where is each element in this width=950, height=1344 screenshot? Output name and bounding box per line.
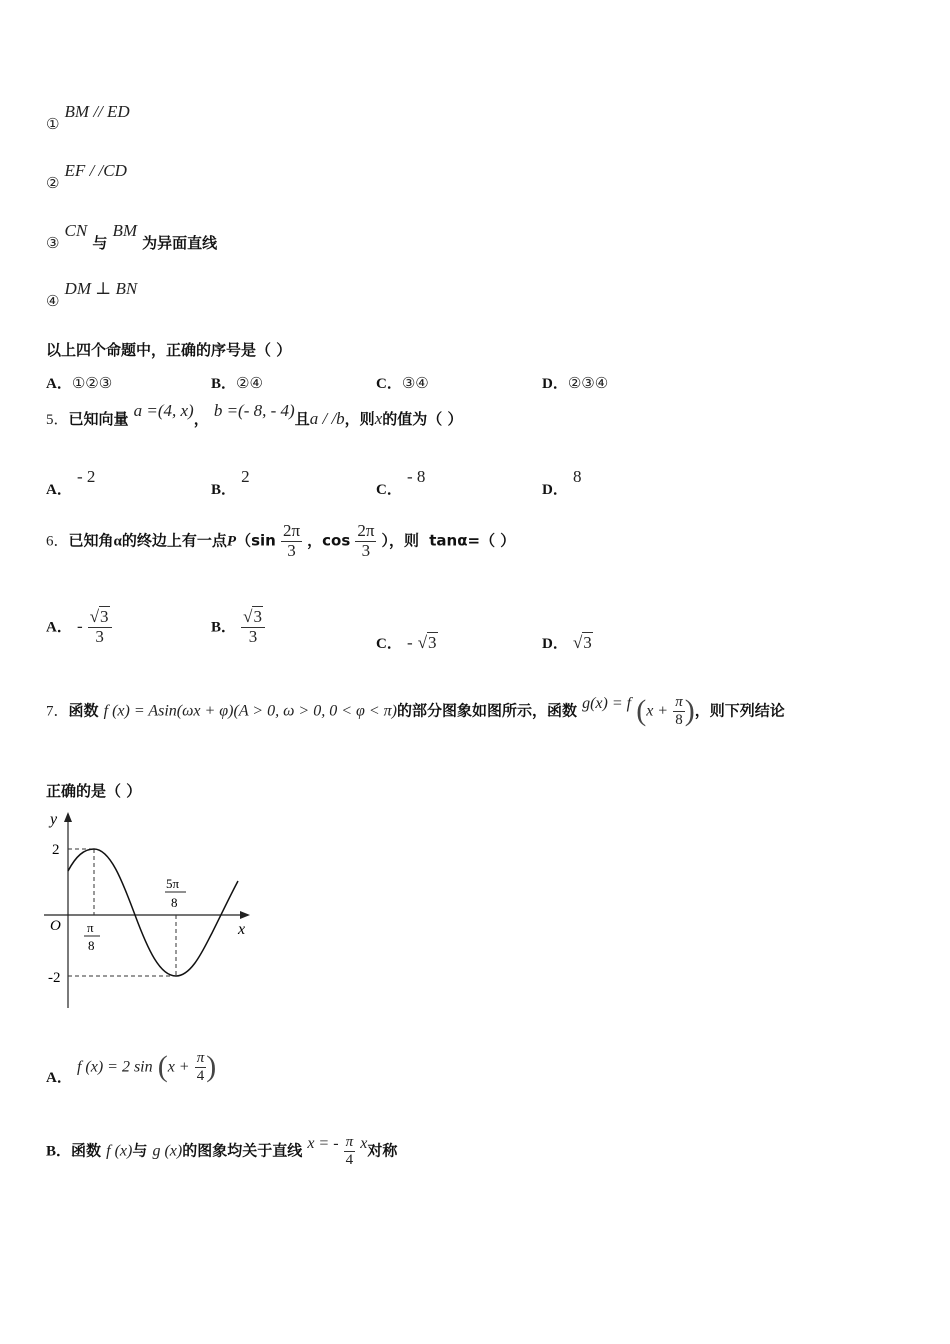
prop-3-expr-bm: BM bbox=[112, 221, 137, 240]
q5-text-2: 且 bbox=[294, 410, 310, 428]
q7-f-expr: f (x) = Asin(ωx + φ)(A > 0, ω > 0, 0 < φ < π) bbox=[103, 702, 397, 720]
q7-graph bbox=[38, 808, 258, 1014]
option-label: B． bbox=[46, 1143, 72, 1160]
q5-parallel: a / /b bbox=[309, 409, 345, 428]
q7-g-lhs: g(x) = f bbox=[582, 694, 632, 712]
q5-number: 5． bbox=[46, 412, 69, 428]
option-label: A． bbox=[46, 1069, 72, 1086]
prop-3-expr-cn: CN bbox=[64, 221, 88, 240]
marker-4: ④ bbox=[46, 292, 60, 310]
marker-1: ① bbox=[46, 115, 60, 133]
option-b-f: f (x) bbox=[106, 1142, 133, 1160]
option-label: C． bbox=[376, 376, 402, 392]
q6-option-a[interactable] bbox=[46, 608, 112, 646]
option-b-text-2: 与 bbox=[132, 1141, 148, 1160]
frac-num: π bbox=[675, 694, 683, 710]
frac-den: 3 bbox=[248, 626, 258, 646]
frac-den: 4 bbox=[345, 1151, 354, 1168]
prop-1-expr: BM // ED bbox=[64, 102, 130, 121]
proposition-2 bbox=[46, 161, 127, 192]
q7-text-3: ，则下列结论 bbox=[694, 701, 785, 720]
q5-x: x bbox=[374, 409, 383, 428]
graph-ymax-label: 2 bbox=[52, 842, 60, 858]
q5-text-4: 的值为（ ） bbox=[382, 410, 463, 428]
graph-x1-num: π bbox=[87, 920, 94, 935]
graph-ymin-label: -2 bbox=[48, 970, 61, 986]
q6-frac-sin bbox=[281, 522, 302, 560]
option-label: D． bbox=[542, 376, 568, 392]
q7-stem bbox=[46, 694, 785, 728]
q5-option-a[interactable] bbox=[46, 466, 96, 498]
marker-3: ③ bbox=[46, 234, 60, 252]
option-label: C． bbox=[376, 482, 402, 498]
option-label: B． bbox=[211, 482, 237, 498]
frac-den: 8 bbox=[675, 711, 683, 728]
option-text: ②③④ bbox=[567, 374, 609, 392]
q5-sep: ， bbox=[193, 410, 209, 428]
graph-y-label: y bbox=[50, 811, 58, 828]
prop-4-expr: DM ⊥ BN bbox=[64, 279, 138, 298]
option-b-text-3: 的图象均关于直线 bbox=[182, 1141, 303, 1160]
option-label: B． bbox=[211, 619, 237, 636]
q6-alpha: α bbox=[113, 533, 122, 550]
q7-text-2: 的部分图象如图所示，函数 bbox=[396, 701, 577, 720]
x-axis-arrow bbox=[240, 911, 250, 919]
q6-point-p: P bbox=[226, 533, 237, 550]
prop-3-text: 为异面直线 bbox=[142, 234, 218, 252]
q5-option-b[interactable] bbox=[211, 466, 250, 498]
q6-stem bbox=[46, 522, 515, 560]
option-label: A． bbox=[46, 482, 72, 498]
graph-origin-label: O bbox=[50, 918, 61, 934]
q5-vector-a: a =(4, x) bbox=[133, 401, 194, 420]
option-value: - 2 bbox=[76, 467, 96, 486]
frac-num: π bbox=[196, 1050, 205, 1066]
q6-frac-cos bbox=[355, 522, 376, 560]
sqrt-radicand: 3 bbox=[583, 633, 592, 652]
marker-2: ② bbox=[46, 174, 60, 192]
q6-option-b[interactable] bbox=[211, 608, 265, 646]
y-axis-arrow bbox=[64, 812, 72, 822]
q5-text-1: 已知向量 bbox=[68, 410, 129, 428]
paren-right: ) bbox=[206, 1050, 217, 1083]
frac-num: 2π bbox=[357, 521, 375, 540]
q5-stem bbox=[46, 401, 463, 429]
option-a-arg: x + bbox=[167, 1058, 190, 1076]
frac-den: 4 bbox=[196, 1067, 205, 1084]
option-text: ①②③ bbox=[71, 374, 113, 392]
option-a-frac bbox=[195, 1050, 207, 1084]
q4-option-c[interactable] bbox=[376, 372, 429, 393]
q4-option-d[interactable] bbox=[542, 372, 608, 393]
q4-option-a[interactable] bbox=[46, 372, 112, 393]
paren-left: ( bbox=[157, 1050, 168, 1083]
option-b-text-1: 函数 bbox=[71, 1141, 102, 1160]
option-value: 8 bbox=[572, 467, 582, 486]
option-label: A． bbox=[46, 619, 72, 636]
option-text: ②④ bbox=[236, 374, 263, 392]
option-label: D． bbox=[542, 636, 568, 652]
proposition-4 bbox=[46, 279, 138, 310]
q5-option-d[interactable] bbox=[542, 466, 582, 498]
option-value: - 8 bbox=[406, 467, 426, 486]
option-text: ③④ bbox=[401, 374, 429, 392]
option-a-lhs: f (x) = 2 sin bbox=[76, 1058, 153, 1076]
sqrt-radicand: 3 bbox=[428, 633, 437, 652]
q7-paren-right: ) bbox=[684, 694, 695, 727]
frac-den: 3 bbox=[95, 626, 104, 646]
option-sign: - bbox=[76, 616, 83, 636]
q5-text-3: ，则 bbox=[344, 410, 375, 428]
q7-number: 7． bbox=[46, 703, 69, 720]
q6-option-c[interactable]: C． - √3 bbox=[376, 633, 437, 652]
frac-num: π bbox=[345, 1134, 354, 1150]
q6-text-4: tanα=（ ） bbox=[429, 531, 516, 550]
option-label: C． bbox=[376, 636, 402, 652]
frac-num: 2π bbox=[282, 521, 301, 540]
frac-den: 3 bbox=[361, 540, 371, 560]
option-b-frac bbox=[344, 1134, 356, 1168]
q6-sin: （sin bbox=[236, 531, 276, 550]
option-b-text-4: 对称 bbox=[367, 1141, 398, 1160]
q6-text-1: 已知角 bbox=[68, 531, 114, 550]
graph-x1-den: 8 bbox=[88, 938, 95, 953]
option-b-lhs: x = - bbox=[307, 1134, 339, 1152]
q4-option-b[interactable] bbox=[211, 372, 263, 393]
sqrt-radicand: 3 bbox=[100, 607, 109, 626]
q6-option-d[interactable]: D． √3 bbox=[542, 633, 592, 652]
q4-stem: 以上四个命题中，正确的序号是（ ） bbox=[46, 341, 292, 359]
proposition-3 bbox=[46, 220, 218, 252]
graph-x-label: x bbox=[238, 921, 246, 938]
q7-text-1: 函数 bbox=[68, 701, 99, 720]
option-frac: $\frac{√3}{3}$ bbox=[88, 608, 112, 646]
q6-text-2: 的终边上有一点 bbox=[121, 531, 227, 550]
q7-option-b[interactable] bbox=[46, 1134, 397, 1168]
option-b-x: x bbox=[360, 1134, 368, 1152]
q6-cos: ，cos bbox=[307, 531, 351, 550]
option-value: 2 bbox=[241, 467, 250, 486]
graph-x2-num: 5π bbox=[166, 876, 180, 891]
q7-g-frac bbox=[673, 694, 685, 728]
prop-2-expr: EF / /CD bbox=[64, 161, 127, 180]
sqrt-radicand: 3 bbox=[253, 607, 262, 626]
prop-3-text-and: 与 bbox=[92, 234, 108, 252]
proposition-1 bbox=[46, 102, 130, 133]
q7-paren-left: ( bbox=[636, 694, 647, 727]
q7-text-4: 正确的是（ ） bbox=[46, 782, 142, 800]
q7-option-a[interactable] bbox=[46, 1050, 216, 1084]
option-sign: - bbox=[406, 633, 413, 652]
option-frac: $\frac{√3}{3}$ bbox=[241, 608, 265, 646]
option-label: B． bbox=[211, 376, 237, 392]
q7-g-arg: x + bbox=[646, 702, 669, 720]
q6-number: 6． bbox=[46, 533, 69, 550]
frac-den: 3 bbox=[287, 540, 296, 560]
q5-option-c[interactable] bbox=[376, 466, 426, 498]
option-label: A． bbox=[46, 376, 72, 392]
option-label: D． bbox=[542, 482, 568, 498]
q5-vector-b: b =(- 8, - 4) bbox=[213, 401, 295, 420]
graph-x2-den: 8 bbox=[171, 895, 178, 910]
option-b-g: g (x) bbox=[152, 1142, 183, 1160]
q6-text-3: ），则 bbox=[381, 531, 420, 550]
